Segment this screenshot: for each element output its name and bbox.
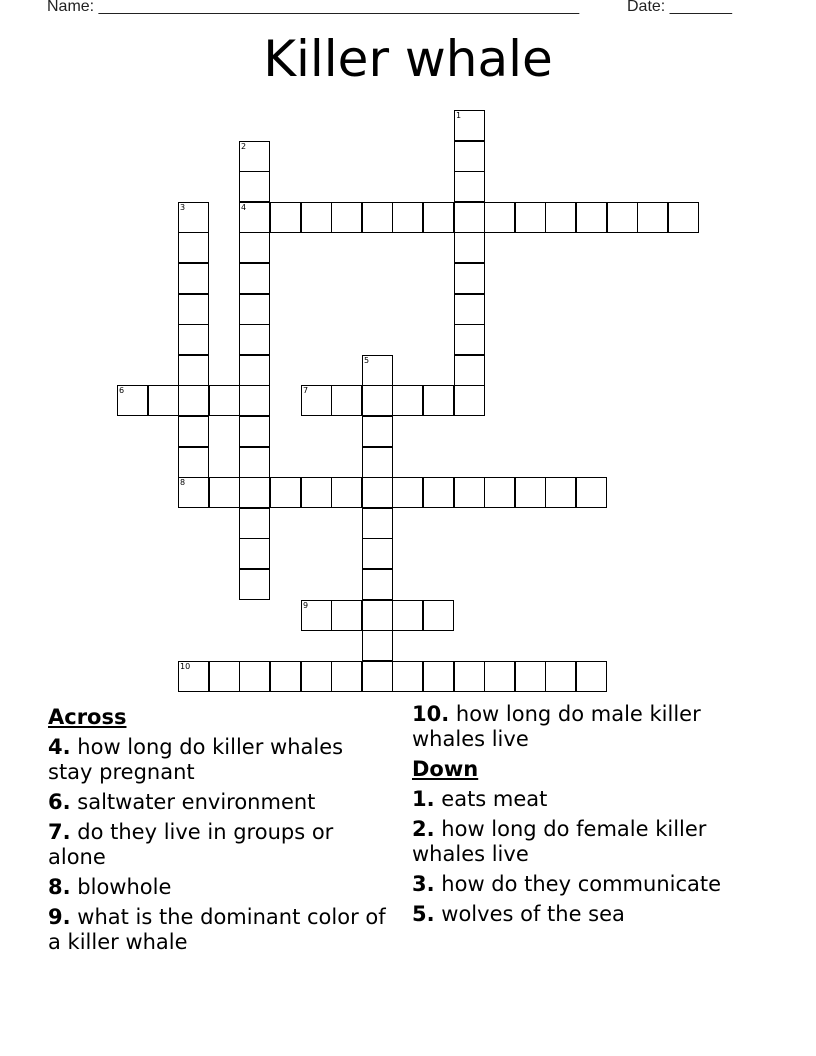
crossword-cell[interactable] (454, 294, 485, 325)
crossword-cell[interactable] (148, 385, 179, 416)
clue-number: 6. (48, 790, 71, 814)
page-title: Killer whale (263, 30, 553, 88)
name-field-label: Name: ______________________________________________________ (47, 0, 580, 15)
crossword-cell[interactable] (362, 630, 393, 661)
clue-number: 5. (412, 902, 435, 926)
crossword-cell[interactable] (423, 661, 454, 692)
crossword-cell[interactable] (454, 232, 485, 263)
crossword-cell[interactable] (362, 508, 393, 539)
crossword-cell[interactable] (362, 416, 393, 447)
crossword-cell[interactable] (454, 171, 485, 202)
clue-text: how do they communicate (441, 872, 722, 896)
crossword-cell[interactable] (576, 661, 607, 692)
clue-text: blowhole (77, 875, 172, 899)
crossword-cell[interactable] (392, 661, 423, 692)
across-heading: Across (48, 705, 127, 729)
clue-across-10 (412, 702, 762, 752)
crossword-cell[interactable] (239, 294, 270, 325)
clue-number-label: 2 (241, 142, 247, 151)
crossword-cell[interactable] (362, 661, 393, 692)
crossword-cell[interactable] (515, 202, 546, 233)
crossword-cell[interactable] (362, 447, 393, 478)
crossword-cell[interactable] (423, 202, 454, 233)
clue-number-label: 10 (180, 662, 191, 671)
crossword-cell[interactable] (454, 385, 485, 416)
crossword-cell[interactable] (454, 661, 485, 692)
clue-number: 8. (48, 875, 71, 899)
clue-number-label: 3 (180, 203, 186, 212)
crossword-cell[interactable] (270, 661, 301, 692)
crossword-cell[interactable] (117, 385, 148, 416)
crossword-cell[interactable] (392, 477, 423, 508)
crossword-cell[interactable] (301, 385, 332, 416)
clue-number: 9. (48, 905, 71, 929)
crossword-cell[interactable] (178, 324, 209, 355)
crossword-cell[interactable] (178, 661, 209, 692)
crossword-cell[interactable] (178, 294, 209, 325)
crossword-cell[interactable] (209, 477, 240, 508)
clue-number: 3. (412, 872, 435, 896)
clue-text: eats meat (441, 787, 548, 811)
crossword-cell[interactable] (239, 141, 270, 172)
crossword-cell[interactable] (331, 385, 362, 416)
crossword-cell[interactable] (454, 110, 485, 141)
crossword-cell[interactable] (392, 600, 423, 631)
crossword-cell[interactable] (178, 416, 209, 447)
crossword-cell[interactable] (239, 569, 270, 600)
crossword-cell[interactable] (454, 355, 485, 386)
crossword-cell[interactable] (362, 569, 393, 600)
crossword-cell[interactable] (178, 263, 209, 294)
crossword-cell[interactable] (331, 477, 362, 508)
crossword-cell[interactable] (331, 202, 362, 233)
crossword-cell[interactable] (239, 355, 270, 386)
crossword-cell[interactable] (239, 202, 270, 233)
crossword-cell[interactable] (515, 661, 546, 692)
crossword-cell[interactable] (576, 202, 607, 233)
clue-number: 4. (48, 735, 71, 759)
clue-down-3 (412, 872, 762, 897)
crossword-cell[interactable] (209, 385, 240, 416)
crossword-cell[interactable] (362, 600, 393, 631)
crossword-cell[interactable] (331, 661, 362, 692)
clue-text: what is the dominant color of a killer whale (48, 905, 386, 954)
crossword-cell[interactable] (423, 477, 454, 508)
crossword-cell[interactable] (454, 202, 485, 233)
crossword-cell[interactable] (239, 447, 270, 478)
crossword-cell[interactable] (545, 477, 576, 508)
crossword-cell[interactable] (545, 661, 576, 692)
crossword-cell[interactable] (331, 600, 362, 631)
crossword-cell[interactable] (239, 263, 270, 294)
crossword-cell[interactable] (454, 324, 485, 355)
crossword-cell[interactable] (178, 232, 209, 263)
crossword-cell[interactable] (178, 385, 209, 416)
crossword-cell[interactable] (301, 661, 332, 692)
crossword-cell[interactable] (362, 355, 393, 386)
crossword-cell[interactable] (270, 202, 301, 233)
crossword-cell[interactable] (178, 477, 209, 508)
crossword-cell[interactable] (454, 263, 485, 294)
crossword-cell[interactable] (239, 508, 270, 539)
clue-number-label: 1 (456, 111, 462, 120)
crossword-cell[interactable] (239, 324, 270, 355)
clue-number-label: 8 (180, 478, 186, 487)
clue-down-2 (412, 817, 762, 867)
crossword-cell[interactable] (545, 202, 576, 233)
clues-left-column (48, 702, 388, 960)
clues-right-column (412, 702, 762, 932)
clue-across-4 (48, 735, 388, 785)
clue-number: 7. (48, 820, 71, 844)
date-field-label: Date: _______ (627, 0, 732, 15)
crossword-cell[interactable] (178, 202, 209, 233)
clue-text: how long do male killer whales live (412, 702, 701, 751)
crossword-cell[interactable] (668, 202, 699, 233)
clue-across-7 (48, 820, 388, 870)
clue-down-1 (412, 787, 762, 812)
crossword-cell[interactable] (239, 416, 270, 447)
clue-text: saltwater environment (77, 790, 316, 814)
crossword-cell[interactable] (178, 355, 209, 386)
crossword-cell[interactable] (301, 202, 332, 233)
clue-number-label: 4 (241, 203, 247, 212)
clue-number-label: 7 (303, 386, 309, 395)
clue-across-6 (48, 790, 388, 815)
clue-number: 2. (412, 817, 435, 841)
clue-number-label: 6 (119, 386, 125, 395)
crossword-cell[interactable] (607, 202, 638, 233)
crossword-cell[interactable] (637, 202, 668, 233)
clue-across-8 (48, 875, 388, 900)
crossword-cell[interactable] (484, 477, 515, 508)
crossword-cell[interactable] (239, 385, 270, 416)
crossword-cell[interactable] (239, 232, 270, 263)
crossword-cell[interactable] (484, 661, 515, 692)
clue-number-label: 5 (364, 356, 370, 365)
clue-number: 10. (412, 702, 450, 726)
crossword-cell[interactable] (270, 477, 301, 508)
crossword-cell[interactable] (362, 538, 393, 569)
clue-number-label: 9 (303, 601, 309, 610)
crossword-cell[interactable] (239, 538, 270, 569)
clue-down-5 (412, 902, 762, 927)
crossword-cell[interactable] (423, 600, 454, 631)
crossword-cell[interactable] (362, 385, 393, 416)
crossword-cell[interactable] (178, 447, 209, 478)
crossword-cell[interactable] (239, 661, 270, 692)
crossword-cell[interactable] (392, 202, 423, 233)
clue-text: wolves of the sea (441, 902, 625, 926)
crossword-cell[interactable] (576, 477, 607, 508)
crossword-cell[interactable] (239, 171, 270, 202)
clue-text: how long do female killer whales live (412, 817, 707, 866)
crossword-cell[interactable] (301, 477, 332, 508)
clue-text: how long do killer whales stay pregnant (48, 735, 344, 784)
crossword-cell[interactable] (484, 202, 515, 233)
clue-across-9 (48, 905, 388, 955)
crossword-cell[interactable] (239, 477, 270, 508)
down-heading: Down (412, 757, 479, 781)
crossword-cell[interactable] (301, 600, 332, 631)
crossword-cell[interactable] (515, 477, 546, 508)
clue-text: do they live in groups or alone (48, 820, 334, 869)
clue-number: 1. (412, 787, 435, 811)
crossword-cell[interactable] (454, 477, 485, 508)
crossword-cell[interactable] (362, 202, 393, 233)
crossword-cell[interactable] (209, 661, 240, 692)
crossword-cell[interactable] (454, 141, 485, 172)
crossword-cell[interactable] (392, 385, 423, 416)
crossword-cell[interactable] (362, 477, 393, 508)
crossword-cell[interactable] (423, 385, 454, 416)
